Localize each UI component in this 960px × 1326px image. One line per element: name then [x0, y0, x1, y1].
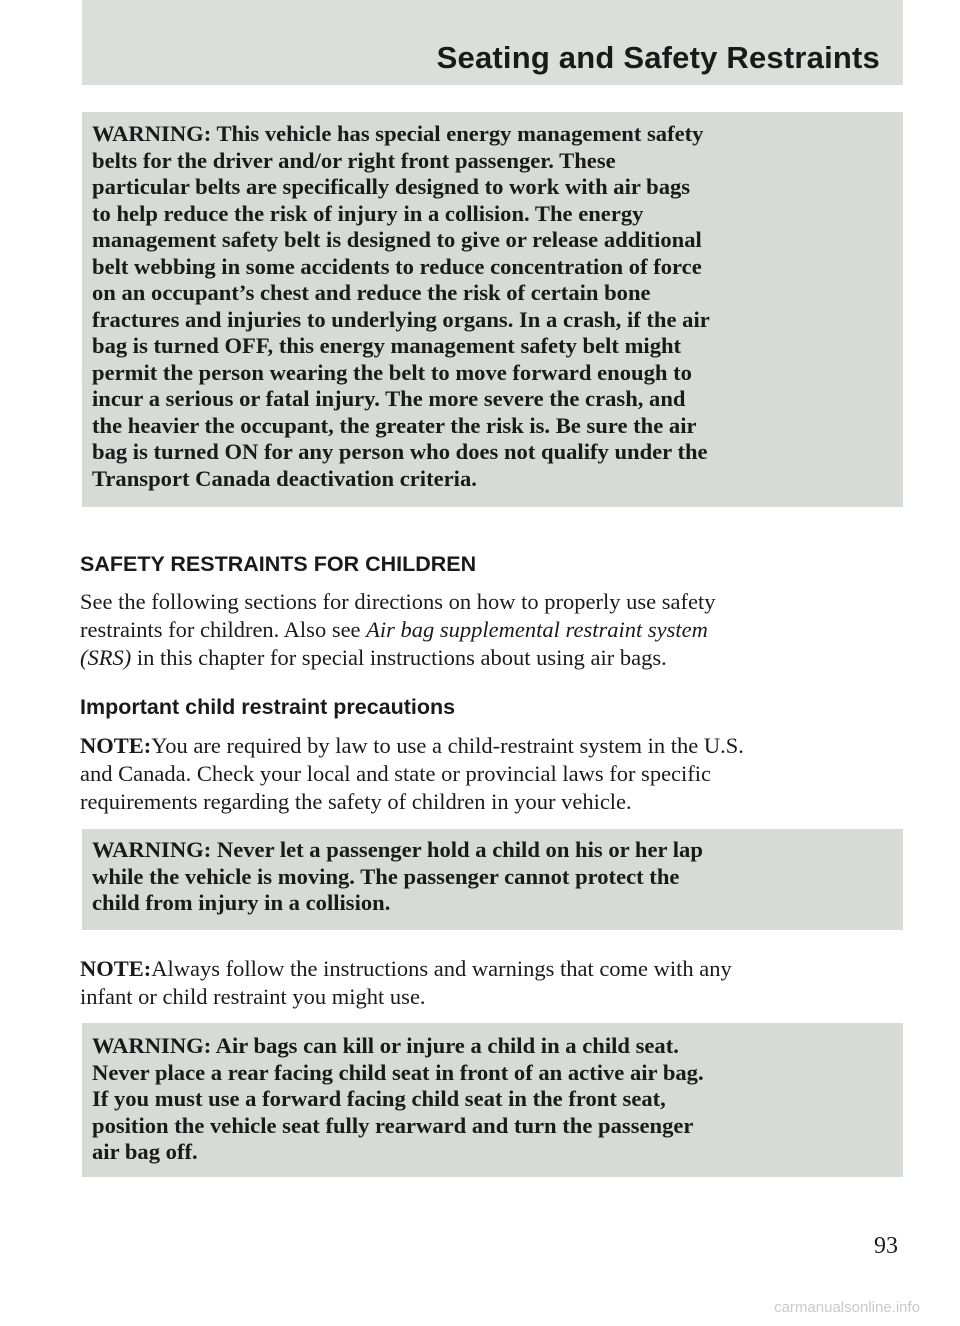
srs-reference-abbrev: (SRS) [80, 645, 132, 670]
note1-text: You are required by law to use a child-restraint system in the U.S. [151, 733, 744, 758]
warning-line: child from injury in a collision. [92, 890, 391, 915]
warning-line: WARNING: Air bags can kill or injure a child in a child seat. [92, 1033, 679, 1058]
warning-line: WARNING: This vehicle has special energy management safety [92, 121, 704, 146]
warning-box-child-on-lap [82, 829, 903, 930]
note-follow-instructions [80, 955, 910, 1011]
warning-line: management safety belt is designed to give or release additional [92, 227, 702, 252]
note-label: NOTE: [80, 733, 152, 758]
note1-line-2: and Canada. Check your local and state or provincial laws for specific [80, 761, 712, 786]
intro-paragraph [80, 588, 910, 672]
warning-text [92, 837, 883, 917]
warning-text [92, 121, 883, 492]
warning-line: on an occupant’s chest and reduce the risk of certain bone [92, 280, 651, 305]
srs-reference-title: Air bag supplemental restraint system [366, 617, 708, 642]
note2-line-1 [80, 955, 910, 983]
section-title: Seating and Safety Restraints [436, 40, 880, 75]
warning-line: Transport Canada deactivation criteria. [92, 465, 477, 491]
warning-line: position the vehicle seat fully rearward and turn the passenger [92, 1112, 694, 1138]
intro-line-3-text: in this chapter for special instructions about using air bags. [131, 645, 667, 670]
warning-line: to help reduce the risk of injury in a collision. The energy [92, 200, 644, 226]
warning-line: while the vehicle is moving. The passenger cannot protect the [92, 863, 680, 889]
page-number: 93 [874, 1233, 898, 1259]
intro-line-3 [80, 644, 910, 672]
warning-line: Never place a rear facing child seat in front of an active air bag. [92, 1059, 704, 1085]
warning-box-energy-management-belts [82, 112, 903, 507]
note2-text: Always follow the instructions and warnings that come with any [151, 956, 732, 981]
note2-line-2: infant or child restraint you might use. [80, 984, 426, 1009]
warning-line: bag is turned ON for any person who does not qualify under the [92, 439, 708, 464]
warning-line: WARNING: Never let a passenger hold a child on his or her lap [92, 837, 703, 862]
warning-line: permit the person wearing the belt to move forward enough to [92, 359, 692, 385]
warning-line: bag is turned OFF, this energy management safety belt might [92, 333, 682, 358]
heading-safety-restraints-for-children: SAFETY RESTRAINTS FOR CHILDREN [80, 552, 477, 576]
warning-line: particular belts are specifically designed to work with air bags [92, 174, 691, 199]
warning-line: incur a serious or fatal injury. The more severe the crash, and [92, 386, 686, 411]
intro-line-2 [80, 616, 910, 644]
warning-line: air bag off. [92, 1139, 198, 1164]
warning-line: belts for the driver and/or right front passenger. These [92, 147, 616, 173]
warning-line: fractures and injuries to underlying organs. In a crash, if the air [92, 306, 710, 332]
warning-text [92, 1033, 883, 1166]
note-label: NOTE: [80, 956, 152, 981]
note1-line-1 [80, 732, 910, 760]
intro-line-2-text: restraints for children. Also see [80, 617, 367, 642]
heading-important-child-restraint-precautions: Important child restraint precautions [80, 695, 456, 719]
warning-line: belt webbing in some accidents to reduce concentration of force [92, 253, 702, 279]
warning-box-air-bags-child-seat [82, 1023, 903, 1177]
intro-line-1: See the following sections for directions on how to properly use safety [80, 589, 716, 614]
note1-line-3: requirements regarding the safety of children in your vehicle. [80, 789, 632, 814]
warning-line: the heavier the occupant, the greater the risk is. Be sure the air [92, 412, 697, 438]
warning-line: If you must use a forward facing child seat in the front seat, [92, 1086, 666, 1111]
watermark: carmanualsonline.info [774, 1299, 920, 1316]
note-law-requirement [80, 732, 910, 816]
